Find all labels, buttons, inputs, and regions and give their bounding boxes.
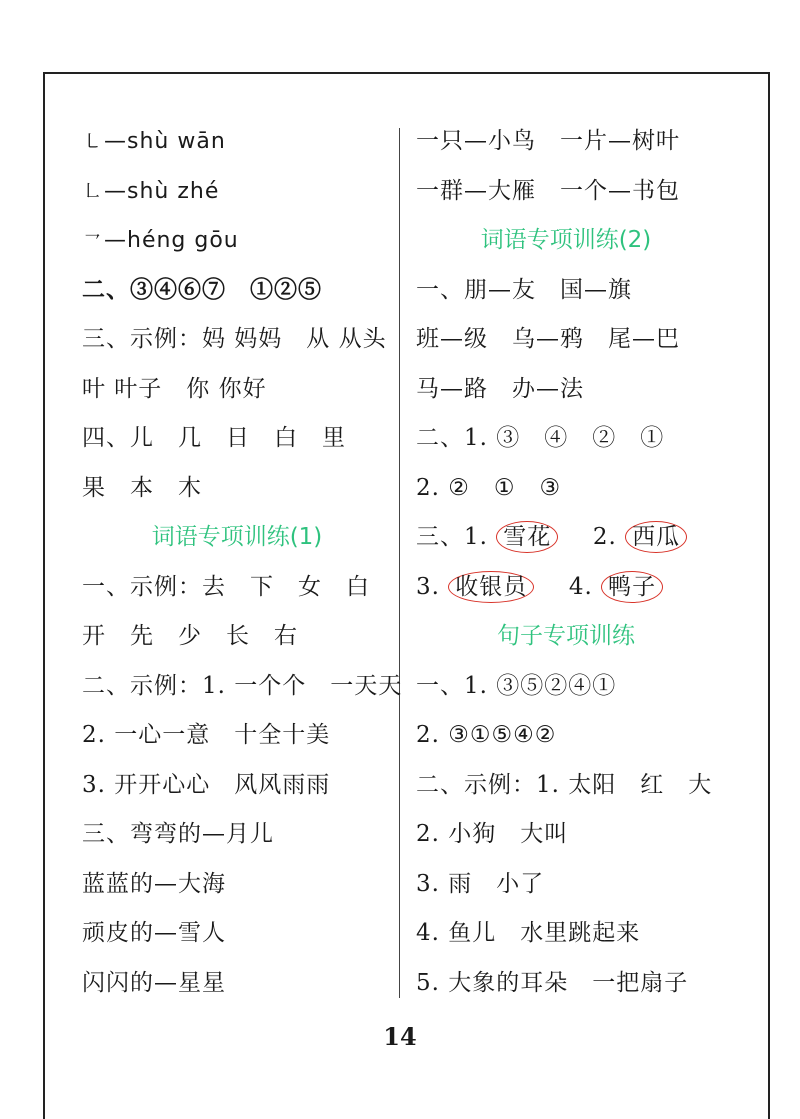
- answer-line: 3. 雨 小了: [416, 870, 545, 897]
- answer-line: 一、示例：去 下 女 白: [82, 573, 370, 600]
- answer-line: 2. ③①⑤④②: [416, 722, 557, 748]
- answer-line: 三、示例：妈 妈妈 从 从头: [82, 326, 387, 352]
- answer-line: 果 本 木: [82, 474, 202, 501]
- answer-line: 2. 一心一意 十全十美: [82, 722, 331, 748]
- section-heading: 词语专项训练(1): [151, 524, 323, 550]
- stroke-shuzhe-icon: ㇗: [82, 178, 103, 203]
- answer-line: 5. 大象的耳朵 一把扇子: [416, 969, 689, 996]
- left-column: [82, 119, 403, 1010]
- answer-line: 一、朋—友 国—旗: [416, 276, 632, 303]
- right-column: [416, 119, 716, 1010]
- answer-line: 叶 叶子 你 你好: [82, 375, 267, 402]
- circled-word: 西瓜: [625, 521, 687, 553]
- answer-line: 闪闪的—星星: [82, 969, 226, 996]
- answer-line: 班—级 乌—鸦 尾—巴: [416, 326, 680, 352]
- answer-line: 三、弯弯的—月儿: [82, 821, 274, 847]
- circled-word: 鸭子: [601, 571, 663, 603]
- answer-line: 一群—大雁 一个—书包: [416, 177, 680, 204]
- answer-line: 四、儿 几 日 白 里: [82, 425, 346, 451]
- circled-word: 雪花: [496, 521, 558, 553]
- answer-line: 2. 小狗 大叫: [416, 821, 569, 847]
- answer-line: 马—路 办—法: [416, 375, 584, 402]
- stroke-shuwan-icon: ㇄: [82, 129, 103, 153]
- answer-line: 顽皮的—雪人: [82, 920, 226, 946]
- answer-line: 2. ② ① ③: [416, 474, 562, 501]
- section-heading: 词语专项训练(2): [480, 227, 652, 253]
- answer-line: 二、示例：1. 太阳 红 大: [416, 771, 713, 798]
- stroke-line-henggou: ㇖—héng gōu: [82, 218, 392, 268]
- answer-line: 开 先 少 长 右: [82, 623, 298, 649]
- circled-word: 收银员: [448, 571, 534, 603]
- answer-line: 一、1. ③⑤②④①: [416, 672, 617, 699]
- answer-line: 一只—小鸟 一片—树叶: [416, 128, 680, 154]
- stroke-line-shuwan: ㇄—shù wān: [82, 119, 392, 169]
- answer-line: 4. 鱼儿 水里跳起来: [416, 920, 641, 946]
- stroke-line-shuzhe: ㇗—shù zhé: [82, 169, 392, 219]
- answer-line: 二、③④⑥⑦ ①②⑤: [82, 275, 322, 303]
- page-number: 14: [383, 1022, 417, 1051]
- answer-line-circled: 3. 收银员 4. 鸭子: [416, 565, 716, 615]
- answer-line: 二、1. ③ ④ ② ①: [416, 425, 665, 451]
- answer-line: 蓝蓝的—大海: [82, 870, 226, 897]
- stroke-henggou-icon: ㇖: [82, 228, 103, 252]
- answer-line: 二、示例：1. 一个个 一天天: [82, 672, 403, 699]
- column-divider: [399, 128, 400, 998]
- answer-line-circled: 三、1. 雪花 2. 西瓜: [416, 515, 716, 565]
- section-heading: 句子专项训练: [497, 623, 635, 649]
- answer-line: 3. 开开心心 风风雨雨: [82, 771, 331, 798]
